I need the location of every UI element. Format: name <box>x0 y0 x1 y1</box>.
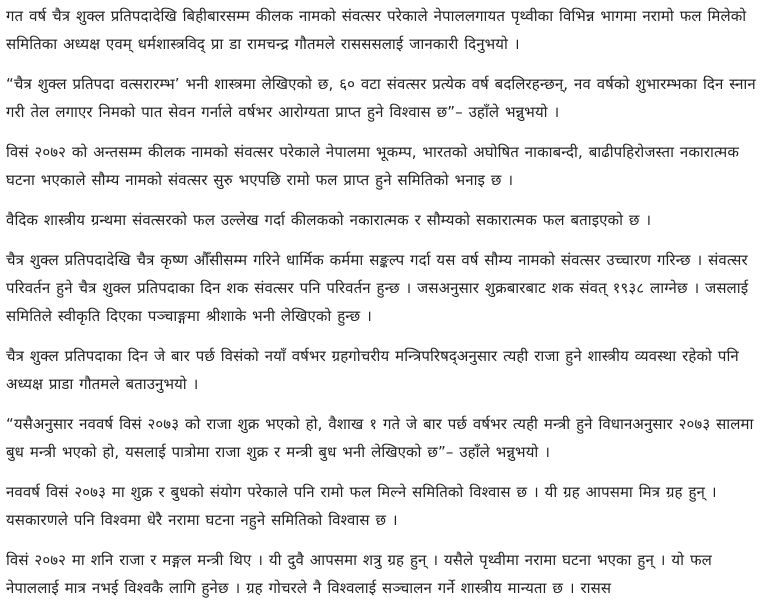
article-paragraph-9: विसं २०७२ मा शनि राजा र मङ्गल मन्त्री थिए । यी दुवै आपसमा शत्रु ग्रह हुन् । यसैले पृथ्वीमा नरामा घटना भएका हुन् । यो फल नेपाललाई मात्र नभई विश्वकै लागि हुनेछ । ग्रह गोचरले नै विश्वलाई सञ्चालन गर्ने शास्त्रीय मान्यता छ । रासस <box>6 551 712 597</box>
article-paragraph-8: नववर्ष विसं २०७३ मा शुक्र र बुधको संयोग परेकाले पनि रामो फल मिल्ने समितिको विश्वास छ । यी ग्रह आपसमा मित्र ग्रह हुन् । यसकारणले पनि विश्वमा धेरै नरामा घटना नहुने समितिको विश्वास छ । <box>6 483 717 529</box>
article-paragraph-6: चैत्र शुक्ल प्रतिपदाका दिन जे बार पर्छ विसंको नयाँ वर्षभर ग्रहगोचरीय मन्त्रिपरिषद्अनुसार त्यही राजा हुने शास्त्रीय व्यवस्था रहेको पनि अध्यक्ष प्राडा गौतमले बताउनुभयो । <box>6 347 739 393</box>
article-paragraph-5: चैत्र शुक्ल प्रतिपदादेखि चैत्र कृष्ण औँसीसम्म गरिने धार्मिक कर्ममा सङ्कल्प गर्दा यस वर्ष सौम्य नामको संवत्सर उच्चारण गरिन्छ । संवत्सर परिवर्तन हुने चैत्र शुक्ल प्रतिपदाका दिन शक संवत्सर पनि परिवर्तन हुन्छ । जसअनुसार शुक्रबारबाट शक संवत् १९३८ लाग्नेछ । जसलाई समितिले स्वीकृति दिएका पञ्चाङ्गमा श्रीशाके भनी लेखिएको हुन्छ । <box>6 251 749 325</box>
article-paragraph-7: “यसैअनुसार नववर्ष विसं २०७३ को राजा शुक्र भएको हो, वैशाख १ गते जे बार पर्छ वर्षभर त्यही मन्त्री हुने विधानअनुसार २०७३ सालमा बुध मन्त्री भएको हो, यसलाई पात्रोमा राजा शुक्र र मन्त्री बुध भनी लेखिएको छ”– उहाँले भन्नुभयो । <box>6 415 754 461</box>
article-paragraph-1: गत वर्ष चैत्र शुक्ल प्रतिपदादेखि बिहीबारसम्म कीलक नामको संवत्सर परेकाले नेपाललगायत पृथ्वीका विभिन्न भागमा नरामो फल मिलेको समितिका अध्यक्ष एवम् धर्मशास्त्रविद् प्रा डा रामचन्द्र गौतमले रासससलाई जानकारी दिनुभयो । <box>6 7 747 53</box>
article-paragraph-3: विसं २०७२ को अन्तसम्म कीलक नामको संवत्सर परेकाले नेपालमा भूकम्प, भारतको अघोषित नाकाबन्दी, बाढीपहिरोजस्ता नकारात्मक घटना भएकाले सौम्य नामको संवत्सर सुरु भएपछि रामो फल प्राप्त हुने समितिको भनाइ छ । <box>6 143 739 189</box>
article-paragraph-2: “चैत्र शुक्ल प्रतिपदा वत्सरारम्भ’ भनी शास्त्रमा लेखिएको छ, ६० वटा संवत्सर प्रत्येक वर्ष बदलिरहन्छन्, नव वर्षको शुभारम्भका दिन स्नान गरी तेल लगाएर निमको पात सेवन गर्नाले वर्षभर आरोग्यता प्राप्त हुने विश्वास छ”– उहाँले भन्नुभयो । <box>6 75 756 121</box>
article-body <box>6 2 758 597</box>
article-paragraph-4: वैदिक शास्त्रीय ग्रन्थमा संवत्सरको फल उल्लेख गर्दा कीलकको नकारात्मक र सौम्यको सकारात्मक फल बताइएको छ । <box>6 211 652 229</box>
